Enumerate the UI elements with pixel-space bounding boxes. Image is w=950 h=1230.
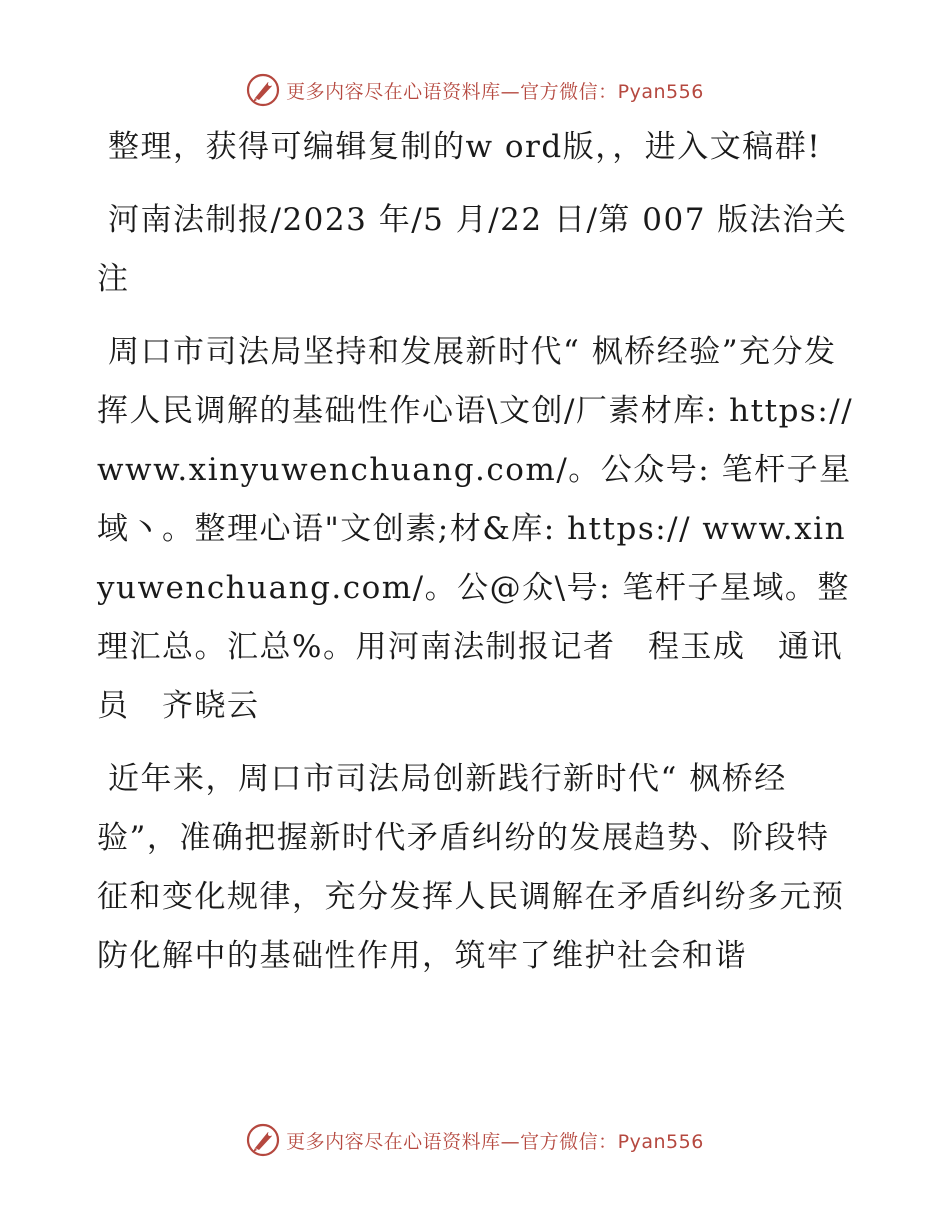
watermark-text: 更多内容尽在心语资料库—官方微信：Pyan556 [286, 80, 704, 103]
footer-watermark [0, 1120, 950, 1160]
paragraph-source: 河南法制报/2023 年/5 月/22 日/第 007 版法治关注 [97, 202, 848, 297]
paragraph-body: 近年来，周口市司法局创新践行新时代“ 枫桥经验”，准确把握新时代矛盾纠纷的发展趋势、阶段特征和变化规律，充分发挥人民调解在矛盾纠纷多元预防化解中的基础性作用，筑牢了维护社会和谐 [97, 761, 845, 974]
pen-logo-icon [246, 73, 280, 107]
watermark-text: 更多内容尽在心语资料库—官方微信：Pyan556 [286, 1130, 704, 1153]
header-watermark [0, 70, 950, 110]
paragraph-intro: 整理，获得可编辑复制的w ord版，，进入文稿群! [108, 129, 822, 165]
document-body [97, 118, 857, 1000]
pen-logo-icon [246, 1123, 280, 1157]
paragraph-headline: 周口市司法局坚持和发展新时代“ 枫桥经验”充分发挥人民调解的基础性作心语\文创/厂素材库: https://www.xinyuwenchuang.com/。公众号: 笔杆子星域丶。整理心语"文创素;材&库: https:// www.xinyuwenchuang.com/。公@众\号: 笔杆子星域。整理汇总。汇总%。用河南法制报记者 程玉成 通讯员 齐晓云 [97, 334, 854, 724]
